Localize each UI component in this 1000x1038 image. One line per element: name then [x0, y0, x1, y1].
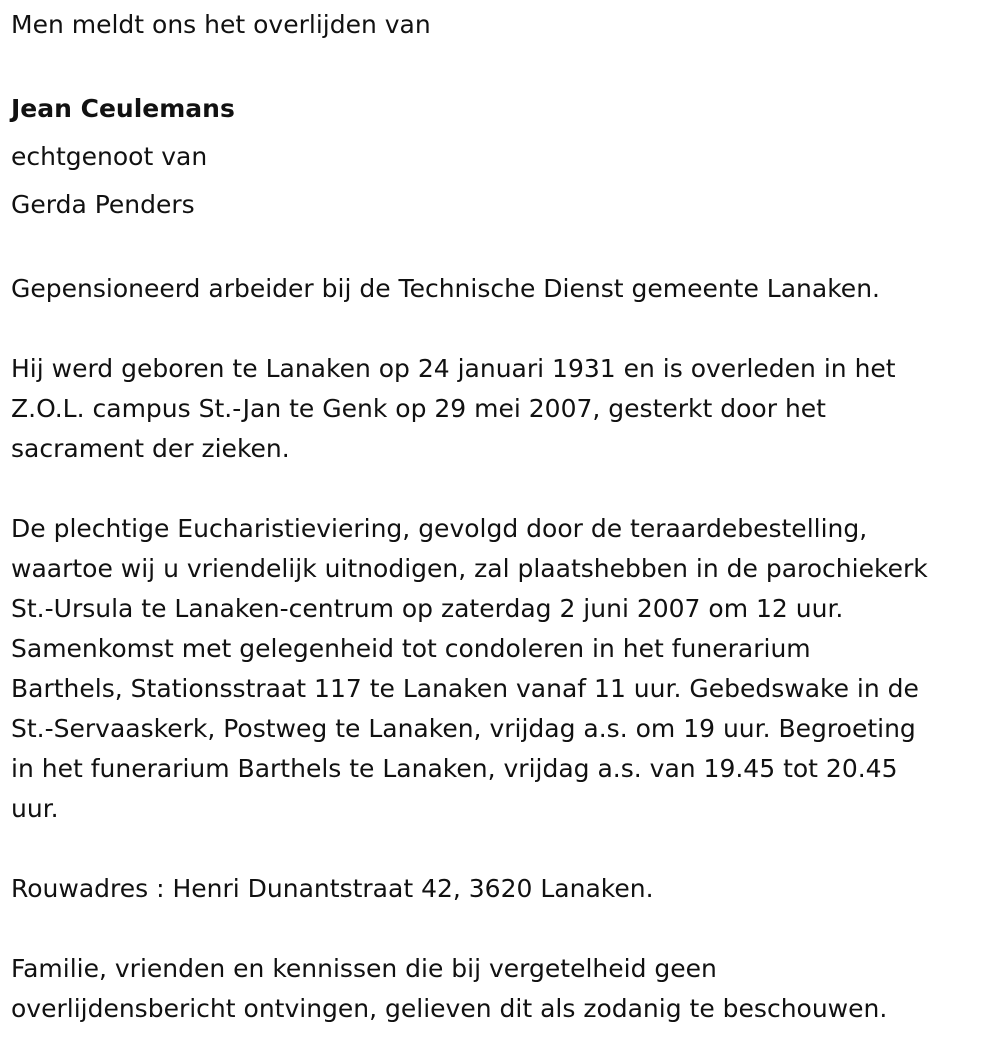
relation-text: echtgenoot van — [11, 142, 208, 171]
paragraph-line: St.-Servaaskerk, Postweg te Lanaken, vrijdag a.s. om 19 uur. Begroeting — [11, 714, 916, 743]
paragraph-line: Z.O.L. campus St.-Jan te Genk op 29 mei 2007, gesterkt door het — [11, 394, 826, 423]
paragraph-line: Hij werd geboren te Lanaken op 24 januari 1931 en is overleden in het — [11, 354, 896, 383]
paragraph-line: Barthels, Stationsstraat 117 te Lanaken vanaf 11 uur. Gebedswake in de — [11, 674, 919, 703]
paragraph-line: sacrament der zieken. — [11, 434, 290, 463]
paragraph-line: De plechtige Eucharistieviering, gevolgd door de teraardebestelling, — [11, 514, 868, 543]
paragraph-line: Familie, vrienden en kennissen die bij vergetelheid geen — [11, 954, 717, 983]
partner-name: Gerda Penders — [11, 190, 195, 219]
mourning-address: Rouwadres : Henri Dunantstraat 42, 3620 Lanaken. — [11, 874, 654, 903]
birth-death-paragraph — [11, 349, 996, 469]
intro-text: Men meldt ons het overlijden van — [11, 10, 431, 39]
paragraph-line: uur. — [11, 794, 59, 823]
deceased-name: Jean Ceulemans — [11, 94, 235, 123]
ceremony-paragraph — [11, 509, 996, 829]
obituary-document — [11, 5, 996, 1029]
occupation-text: Gepensioneerd arbeider bij de Technische Dienst gemeente Lanaken. — [11, 274, 880, 303]
paragraph-line: Samenkomst met gelegenheid tot condoleren in het funerarium — [11, 634, 811, 663]
paragraph-line: in het funerarium Barthels te Lanaken, vrijdag a.s. van 19.45 tot 20.45 — [11, 754, 898, 783]
paragraph-line: overlijdensbericht ontvingen, gelieven dit als zodanig te beschouwen. — [11, 994, 888, 1023]
paragraph-line: St.-Ursula te Lanaken-centrum op zaterdag 2 juni 2007 om 12 uur. — [11, 594, 844, 623]
paragraph-line: waartoe wij u vriendelijk uitnodigen, zal plaatshebben in de parochiekerk — [11, 554, 928, 583]
closing-paragraph — [11, 949, 996, 1029]
